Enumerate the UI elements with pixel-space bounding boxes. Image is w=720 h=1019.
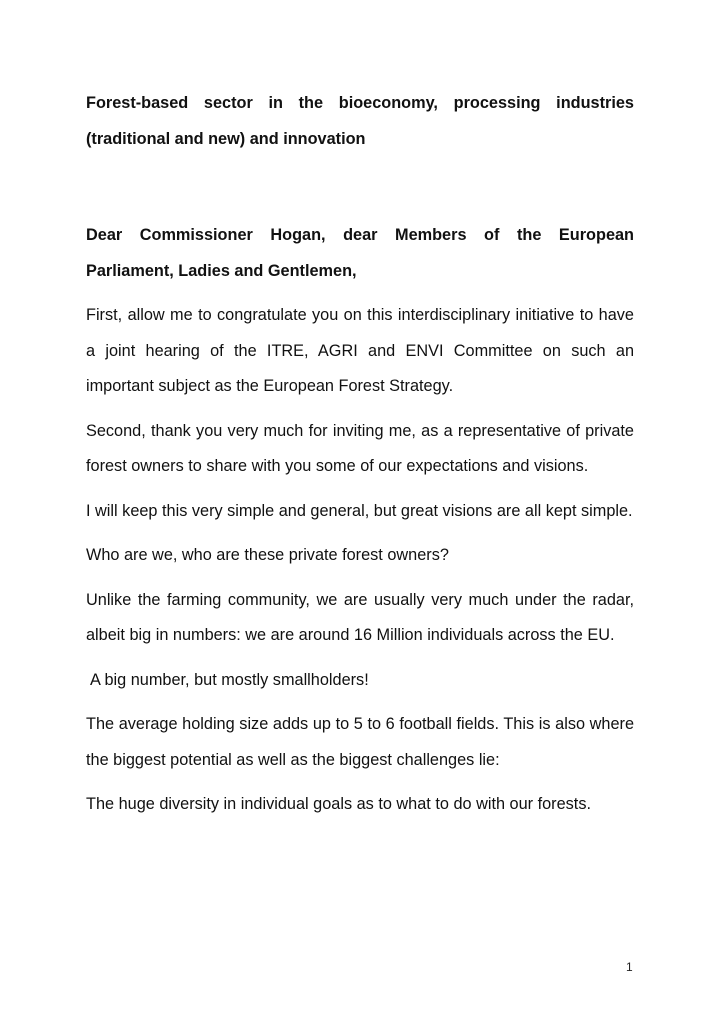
paragraph-simple-vision: I will keep this very simple and general, but great visions are all kept simple.	[86, 501, 633, 520]
document-title: Forest-based sector in the bioeconomy, processing industries (traditional and new) and innovation	[86, 94, 634, 148]
paragraph-smallholders: A big number, but mostly smallholders!	[90, 670, 369, 689]
paragraph-thanks: Second, thank you very much for inviting me, as a representative of private forest owners to share with you some of our expectations and visions.	[86, 421, 634, 475]
document-body	[86, 86, 634, 823]
paragraph-congratulations: First, allow me to congratulate you on this interdisciplinary initiative to have a joint hearing of the ITRE, AGRI and ENVI Committee on such an important subject as the European Forest Strategy.	[86, 306, 634, 395]
paragraph-holding-size: The average holding size adds up to 5 to 6 football fields. This is also where the biggest potential as well as the biggest challenges lie:	[86, 715, 634, 769]
page-number: 1	[626, 960, 633, 974]
paragraph-forest-owners: Unlike the farming community, we are usually very much under the radar, albeit big in numbers: we are around 16 Million individuals across the EU.	[86, 590, 634, 644]
paragraph-diversity: The huge diversity in individual goals as to what to do with our forests.	[86, 795, 591, 813]
paragraph-question: Who are we, who are these private forest owners?	[86, 546, 449, 564]
greeting: Dear Commissioner Hogan, dear Members of the European Parliament, Ladies and Gentlemen,	[86, 226, 634, 280]
